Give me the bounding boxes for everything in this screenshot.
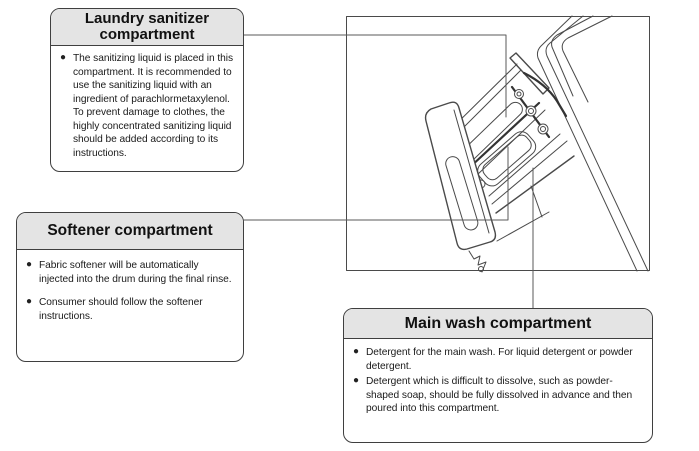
drawer-opening-slot (510, 53, 549, 94)
callout-main-wash (343, 308, 653, 443)
callout-main-wash-notes (353, 346, 643, 416)
callout-line-laundry (244, 35, 506, 117)
note-item: ● Detergent for the main wash. For liquid detergent or powder detergent. (353, 346, 643, 373)
callout-laundry-notes (60, 52, 234, 161)
note-item: ● Fabric softener will be automatically injected into the drum during the final rinse. (26, 259, 234, 286)
diagram-frame (347, 17, 650, 271)
note-item: ● Consumer should follow the softener instructions. (26, 296, 234, 323)
callout-laundry-sanitizer (50, 8, 244, 172)
callout-laundry-title: Laundry sanitizer compartment (51, 9, 243, 46)
drawer-latch-foot (469, 251, 486, 272)
note-item: ● The sanitizing liquid is placed in this compartment. It is recommended to use the sanitizing liquid with an ingredient of parachlormetaxylenol. To prevent damage to clothes, the highly concentrated sanitizing liquid should be added according to its instructions. (60, 52, 234, 161)
callout-softener-notes (26, 259, 234, 323)
callout-main-wash-title: Main wash compartment (344, 309, 652, 339)
note-item: ● Detergent which is difficult to dissolve, such as powder-shaped soap, should be fully dissolved in advance and then poured into this compartment. (353, 375, 643, 416)
drawer-front-panel (426, 102, 496, 249)
callout-softener-title: Softener compartment (17, 213, 243, 250)
callout-softener (16, 212, 244, 362)
